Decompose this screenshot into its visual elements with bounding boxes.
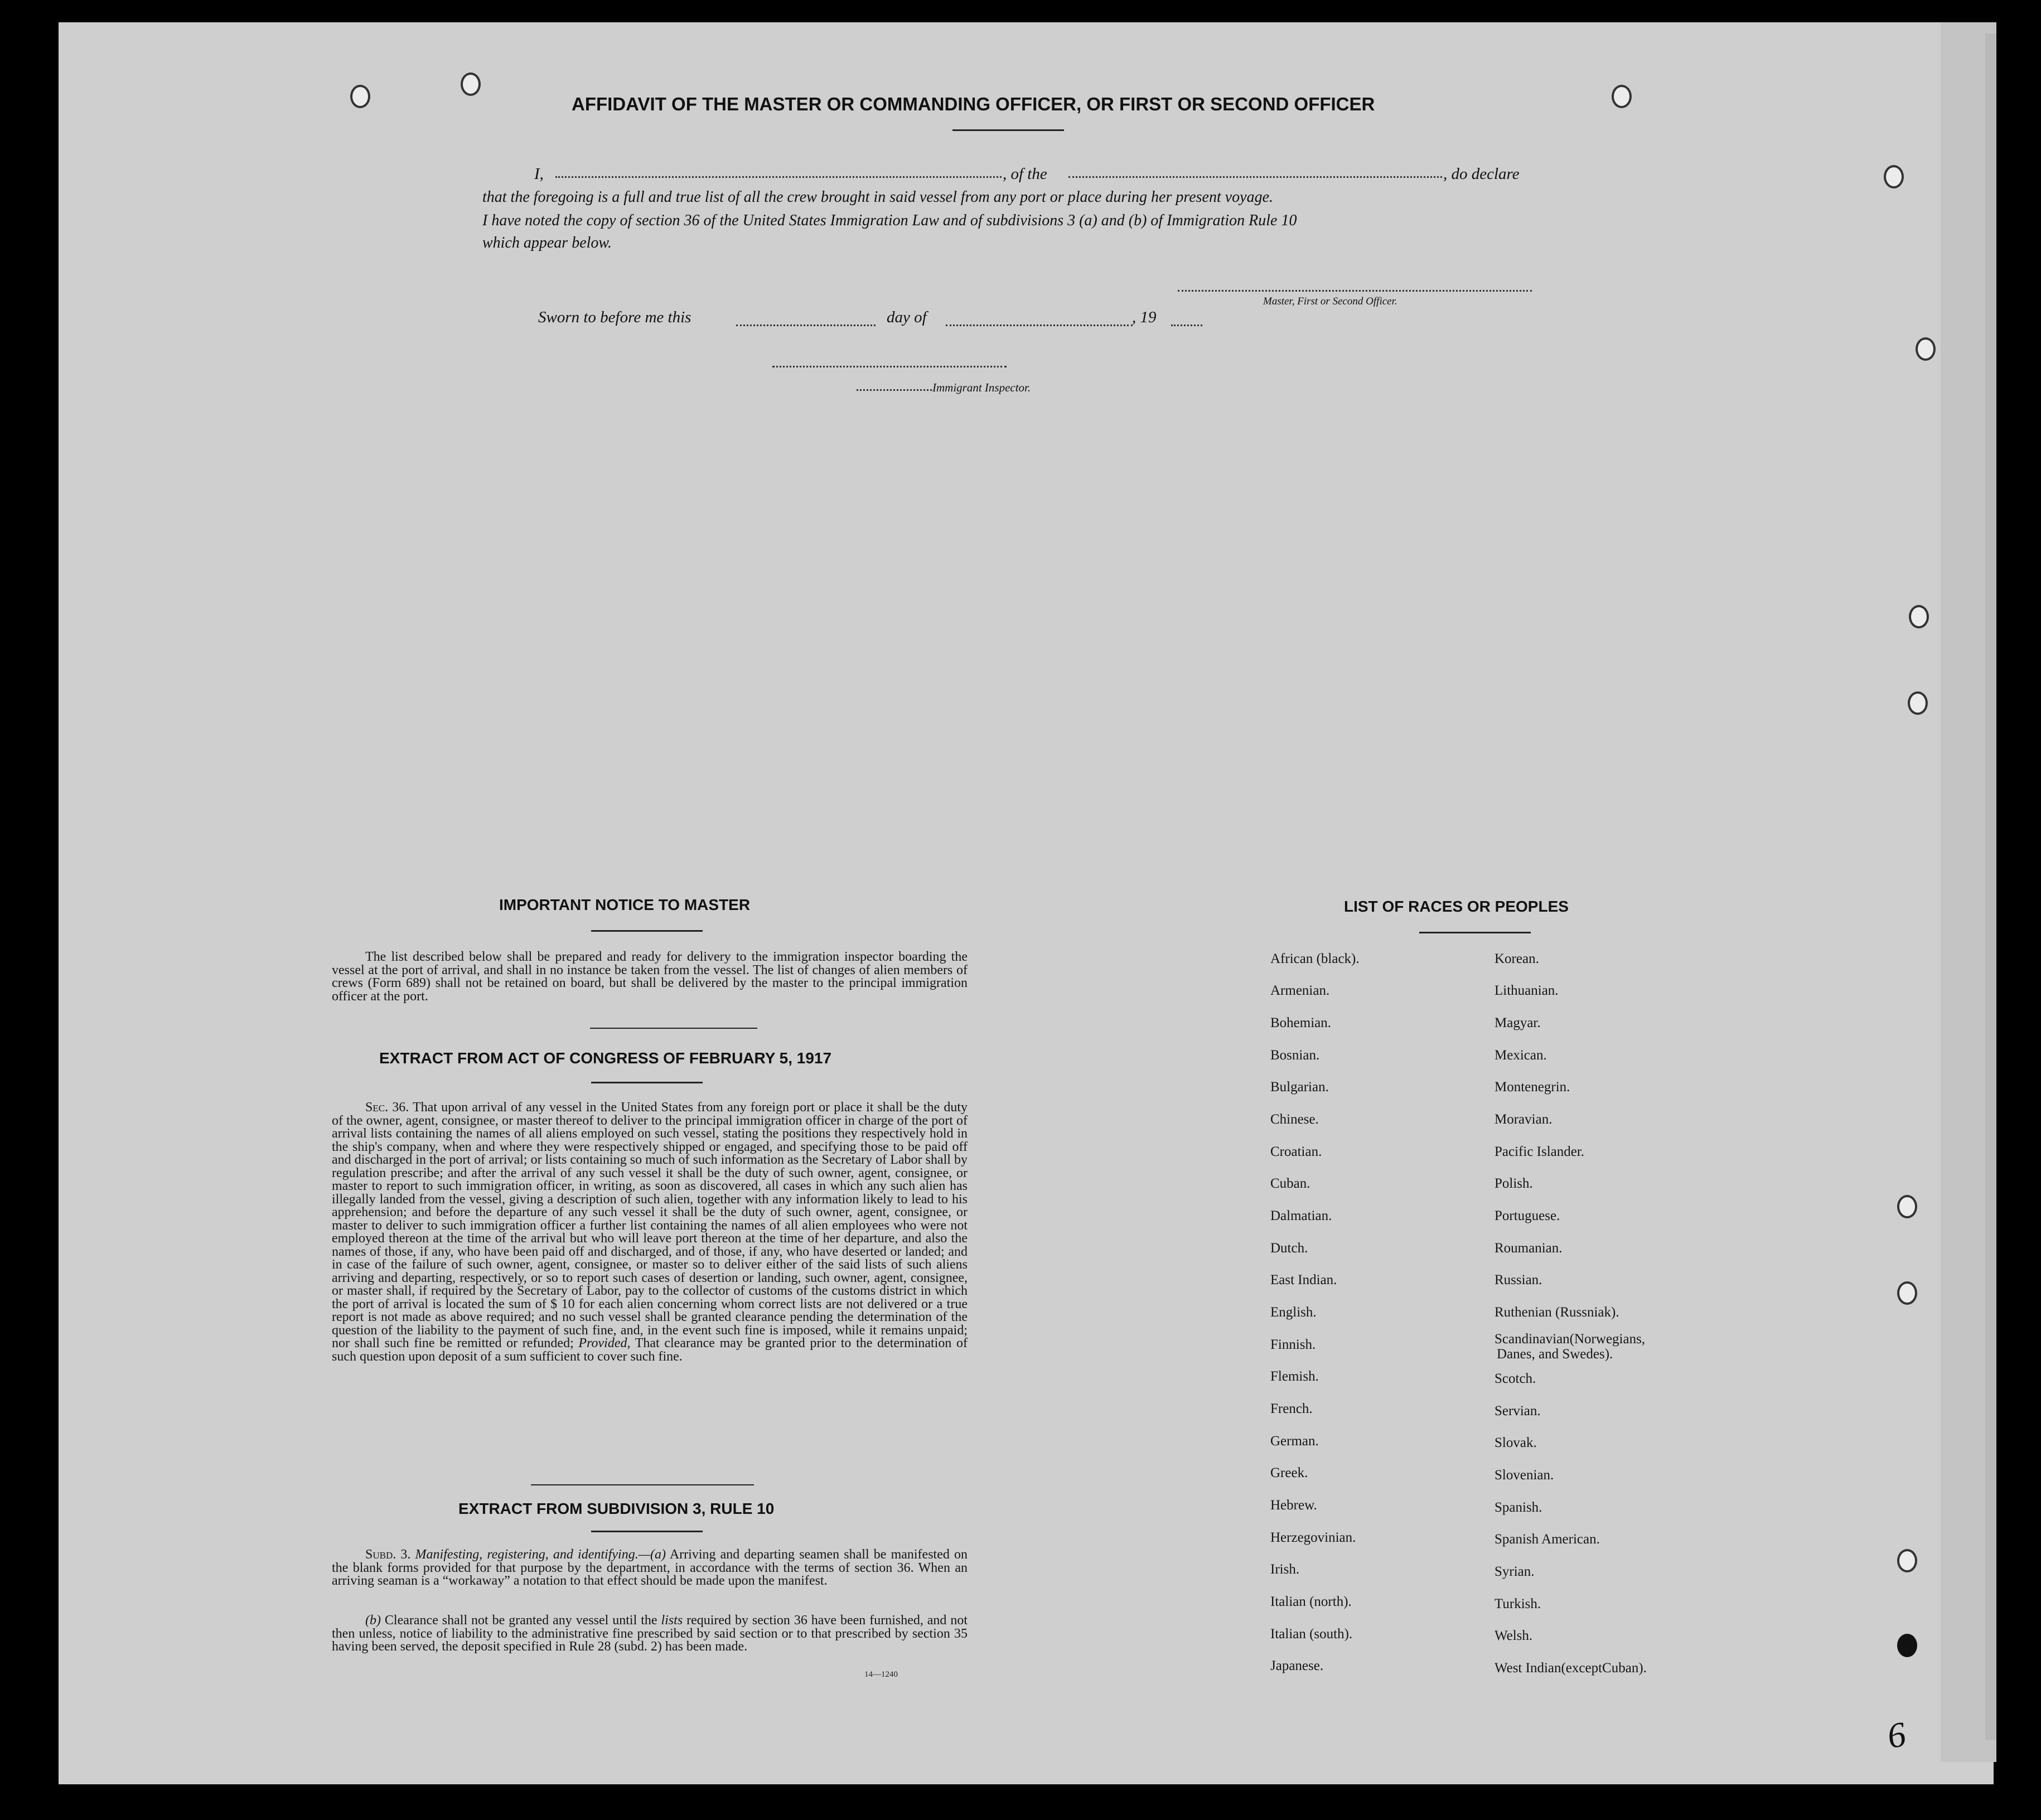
handwritten-page-number: 6: [1884, 1713, 1909, 1756]
race-item: Japanese.: [1270, 1658, 1324, 1673]
para-b-text-1: Clearance shall not be granted any vessel until the: [384, 1613, 657, 1628]
affidavit-title: AFFIDAVIT OF THE MASTER OR COMMANDING OFFICER, OR FIRST OR SECOND OFFICER: [572, 94, 1375, 114]
act-title: EXTRACT FROM ACT OF CONGRESS OF FEBRUARY 5, 1917: [379, 1049, 832, 1067]
race-item: Dutch.: [1270, 1241, 1308, 1256]
binder-hole: [1916, 337, 1936, 361]
rule-rule: [591, 1531, 703, 1532]
vessel-field[interactable]: [1068, 176, 1442, 178]
race-item: Mexican.: [1495, 1048, 1547, 1063]
declaration-line-2: I have noted the copy of section 36 of the United States Immigration Law and of subdivisions 3 (a) and (b) of Immigration Rule 10: [482, 212, 1297, 229]
document-page: [59, 22, 1994, 1784]
binder-hole: [350, 85, 370, 108]
declaration-line-1: that the foregoing is a full and true list of all the crew brought in said vessel from any port or place during her present voyage.: [482, 188, 1274, 206]
race-item: Scandinavian(Norwegians,: [1495, 1332, 1646, 1347]
races-rule: [1419, 932, 1531, 933]
race-item: Bulgarian.: [1270, 1080, 1329, 1095]
binder-hole: [1897, 1634, 1917, 1657]
subd-heading: Manifesting, registering, and identifying.—(a): [415, 1547, 666, 1562]
race-item: East Indian.: [1270, 1272, 1337, 1287]
rule-para-b: [332, 1614, 968, 1654]
race-item: Bohemian.: [1270, 1015, 1332, 1030]
notice-rule: [591, 930, 703, 932]
race-item: Magyar.: [1495, 1015, 1541, 1030]
form-number: 14—1240: [864, 1670, 898, 1679]
race-item: Spanish American.: [1495, 1532, 1600, 1547]
race-item: Ruthenian (Russniak).: [1495, 1305, 1619, 1320]
race-item: Cuban.: [1270, 1176, 1310, 1191]
races-title: LIST OF RACES OR PEOPLES: [1344, 898, 1569, 915]
race-item: Chinese.: [1270, 1112, 1319, 1127]
race-item: English.: [1270, 1305, 1317, 1320]
do-declare-label: , do declare: [1443, 165, 1520, 183]
race-item: Turkish.: [1495, 1596, 1541, 1611]
name-field[interactable]: [555, 176, 1002, 178]
act-body-end: That clearance may be granted prior to the determination of such question upon deposit of a sum sufficient to cover such fine.: [332, 1336, 968, 1364]
race-item: Croatian.: [1270, 1144, 1322, 1159]
race-item: Welsh.: [1495, 1628, 1533, 1643]
act-text: [332, 1101, 968, 1363]
sworn-label: Sworn to before me this: [538, 308, 691, 326]
race-item: Korean.: [1495, 951, 1539, 966]
b-label: (b): [365, 1613, 381, 1628]
master-signature-label: Master, First or Second Officer.: [1263, 296, 1397, 307]
race-item: Italian (south).: [1270, 1627, 1353, 1642]
race-item: African (black).: [1270, 951, 1360, 966]
rule-title: EXTRACT FROM SUBDIVISION 3, RULE 10: [458, 1500, 775, 1517]
sec-label: Sec. 36.: [365, 1100, 409, 1115]
race-item: Slovak.: [1495, 1435, 1537, 1450]
race-item: West Indian(exceptCuban).: [1495, 1661, 1647, 1676]
race-item: Russian.: [1495, 1272, 1542, 1287]
race-item: Flemish.: [1270, 1369, 1319, 1384]
binder-hole: [1897, 1281, 1917, 1305]
race-item: Portuguese.: [1495, 1208, 1560, 1223]
race-item: Irish.: [1270, 1562, 1300, 1577]
sworn-year-field[interactable]: [1171, 325, 1202, 326]
act-rule: [591, 1082, 703, 1083]
of-the-label: , of the: [1003, 165, 1047, 183]
binder-hole: [1909, 605, 1929, 628]
race-item: German.: [1270, 1434, 1319, 1449]
inspector-label: Immigrant Inspector.: [932, 381, 1031, 394]
race-item: Roumanian.: [1495, 1241, 1563, 1256]
sworn-month-field[interactable]: [946, 325, 1133, 326]
master-signature-field[interactable]: [1178, 290, 1532, 292]
race-item: Servian.: [1495, 1403, 1541, 1419]
title-rule: [952, 129, 1064, 131]
race-item: Bosnian.: [1270, 1048, 1320, 1063]
notice-divider: [590, 1028, 757, 1029]
provided-label: Provided,: [578, 1336, 631, 1351]
inspector-dots: [857, 389, 932, 391]
race-item: Greek.: [1270, 1465, 1308, 1480]
year-label: , 19: [1132, 308, 1157, 326]
bleed-through-text: [1299, 390, 1309, 408]
race-item: Polish.: [1495, 1176, 1533, 1191]
lists-word: lists: [661, 1613, 683, 1628]
binder-hole: [1897, 1195, 1917, 1218]
act-body: That upon arrival of any vessel in the United States from any foreign port or place it shall be the duty of the owner, agent, consignee, or master thereof to deliver to the principal immigration officer in charge of the port of arrival lists containing the names of all aliens employed on such vessel, stating the positions they respectively hold in the ship's company, when and where they were respectively shipped or engaged, and specifying those to be paid off and discharged in the port of arrival; or lists containing so much of such information as the Secretary of Labor shall by regulation prescribe; and after the arrival of any such vessel it shall be the duty of such owner, agent, consignee, or master to report to such immigration officer, in writing, as soon as discovered, all cases in which any such alien has illegally landed from the vessel, giving a description of such alien, together with any information likely to lead to his apprehension; and before the departure of any such vessel it shall be the duty of such owner, agent, consignee, or master to deliver to such immigration officer a further list containing the names of all alien employees who were not employed thereon at the time of the arrival but who will leave port thereon at the time of her departure, and also the names of those, if any, who have been paid off and discharged, and of those, if any, who have deserted or landed; and in case of the failure of such owner, agent, consignee, or master so to deliver either of the said lists of such aliens arriving and departing, respectively, or so to report such cases of desertion or landing, such owner, agent, consignee, or master shall, if required by the Secretary of Labor, pay to the collector of customs of the customs district in which the port of arrival is located the sum of $ 10 for each alien concerning whom correct lists are not delivered or a true report is not made as above required; and no such vessel shall be granted clearance pending the determination of the question of the liability to the payment of such fine, and, in the event such fine is imposed, while it remains unpaid; nor shall such fine be remitted or refunded;: [332, 1100, 968, 1351]
binder-hole: [1884, 165, 1904, 188]
rule-para-a: [332, 1548, 968, 1588]
para-a-text: Arriving and departing seamen shall be manifested on the blank forms provided for that purpose by the department, in accordance with the terms of section 36. When an arriving seaman is a “workaway” a notation to that effect should be made upon the manifest.: [332, 1547, 968, 1588]
act-divider: [531, 1484, 754, 1485]
binder-hole: [1908, 691, 1928, 715]
race-item: Slovenian.: [1495, 1468, 1554, 1483]
page-edge-back: [1985, 33, 1996, 1740]
race-item: Syrian.: [1495, 1564, 1535, 1579]
race-item: Spanish.: [1495, 1500, 1542, 1515]
inspector-signature-field[interactable]: [772, 366, 1007, 367]
binder-hole: [1897, 1549, 1917, 1572]
declaration-line-3: which appear below.: [482, 234, 612, 251]
race-item: Scotch.: [1495, 1371, 1536, 1386]
race-item: French.: [1270, 1401, 1313, 1416]
sworn-day-field[interactable]: [736, 325, 876, 326]
subd-label: Subd. 3.: [365, 1547, 411, 1562]
race-item: Montenegrin.: [1495, 1080, 1570, 1095]
race-item: Finnish.: [1270, 1337, 1316, 1352]
binder-hole: [1612, 85, 1632, 108]
race-item: Hebrew.: [1270, 1498, 1317, 1513]
binder-hole: [461, 72, 481, 96]
race-item: Armenian.: [1270, 983, 1330, 998]
day-of-label: day of: [887, 308, 927, 326]
notice-text: The list described below shall be prepared and ready for delivery to the immigration inspector boarding the vessel at the port of arrival, and shall in no instance be taken from the vessel. The list of changes of alien members of crews (Form 689) shall not be retained on board, but shall be delivered by the master to the principal immigration officer at the port.: [332, 950, 968, 1004]
i-label: I,: [534, 165, 544, 183]
race-item-continued: Danes, and Swedes).: [1497, 1347, 1613, 1362]
race-item: Moravian.: [1495, 1112, 1552, 1127]
race-item: Dalmatian.: [1270, 1208, 1332, 1223]
para-b-text-2: required by section 36 have been furnished, and not then unless, notice of liability to the administrative fine prescribed by said section or to that prescribed by section 35 having been served, the deposit specified in Rule 28 (subd. 2) has been made.: [332, 1613, 968, 1654]
race-item: Herzegovinian.: [1270, 1530, 1356, 1545]
race-item: Pacific Islander.: [1495, 1144, 1585, 1159]
race-item: Lithuanian.: [1495, 983, 1559, 998]
notice-title: IMPORTANT NOTICE TO MASTER: [499, 896, 751, 913]
race-item: Italian (north).: [1270, 1594, 1352, 1609]
